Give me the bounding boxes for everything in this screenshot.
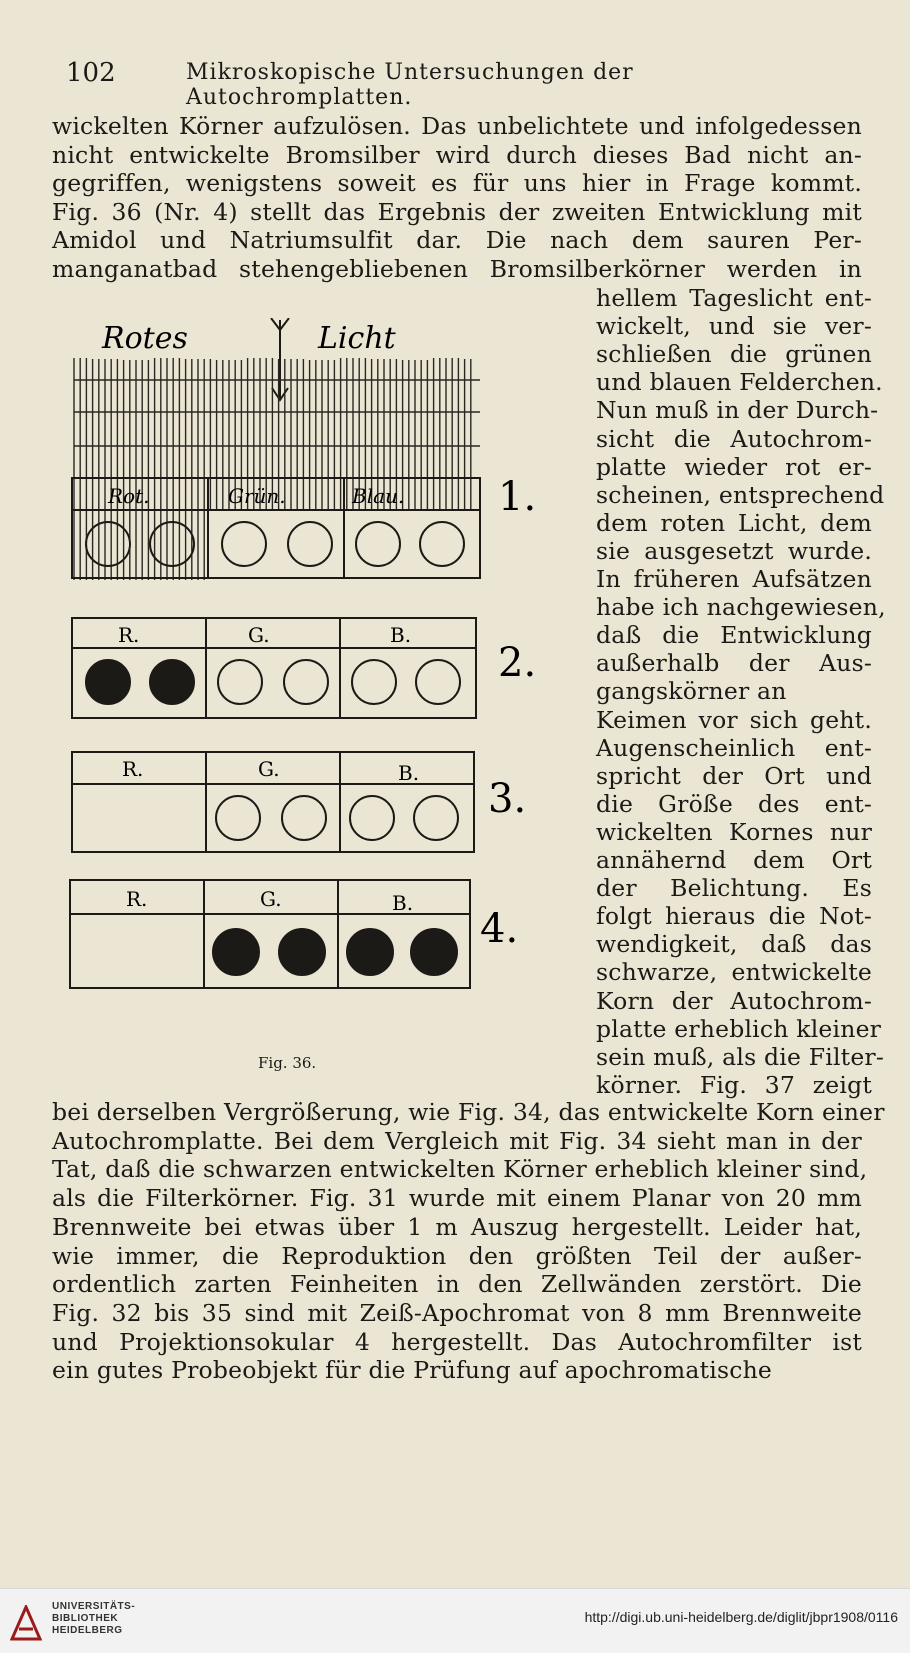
panel-number-3: 3. — [488, 776, 527, 822]
text-line: wickelten Körner aufzulösen. Das unbelichtete und infolgedessen — [52, 112, 862, 140]
text-line: wendigkeit, daß das — [596, 930, 872, 959]
text-line: Autochromplatte. Bei dem Vergleich mit Fig. 34 sieht man in der — [52, 1126, 862, 1155]
panel-number-1: 1. — [498, 474, 537, 520]
running-title: Mikroskopische Untersuchungen der Autochromplatten. — [186, 60, 634, 110]
panel-4-label-r: R. — [126, 887, 148, 911]
library-name: UNIVERSITÄTS- BIBLIOTHEK HEIDELBERG — [52, 1601, 136, 1636]
text-line: Brennweite bei etwas über 1 m Auszug hergestellt. Leider hat, — [52, 1212, 862, 1241]
text-line: platte wieder rot er- — [596, 452, 872, 481]
text-line: ein gutes Probeobjekt für die Prüfung auf apochromatische — [52, 1356, 773, 1385]
text-line: hellem Tageslicht ent- — [596, 284, 872, 312]
text-line: nicht entwickelte Bromsilber wird durch dieses Bad nicht an- — [52, 140, 862, 169]
text-line: Amidol und Natriumsulfit dar. Die nach dem sauren Per- — [52, 226, 862, 255]
text-line: daß die Entwicklung — [596, 621, 872, 650]
figure-label-rotes: Rotes — [102, 321, 188, 356]
text-line: sicht die Autochrom- — [596, 424, 872, 453]
text-line: Keimen vor sich geht. — [596, 705, 872, 734]
text-line: sie ausgesetzt wurde. — [596, 536, 872, 565]
text-line: schwarze, entwickelte — [596, 958, 872, 987]
text-line: gangskörner an — [596, 677, 787, 706]
figure-label-licht: Licht — [318, 321, 396, 356]
panel-4-label-g: G. — [260, 887, 282, 911]
page-number: 102 — [66, 58, 116, 88]
panel-1-label-blau: Blau. — [352, 484, 405, 508]
panel-4-label-b: B. — [392, 891, 414, 915]
panel-1-label-rot: Rot. — [108, 484, 150, 508]
text-line: platte erheblich kleiner — [596, 1014, 882, 1043]
text-line: manganatbad stehengebliebenen Bromsilberkörner werden in — [52, 255, 862, 283]
light-arrow — [271, 318, 289, 400]
text-line: als die Filterkörner. Fig. 31 wurde mit einem Planar von 20 mm — [52, 1184, 862, 1213]
text-line: außerhalb der Aus- — [596, 649, 872, 678]
text-line: scheinen, entsprechend — [596, 480, 885, 509]
text-line: folgt hieraus die Not- — [596, 902, 872, 931]
text-line: und blauen Felderchen. — [596, 368, 883, 397]
library-footer — [0, 1588, 910, 1653]
text-line: annähernd dem Ort — [596, 846, 872, 874]
library-logo-icon — [10, 1605, 42, 1643]
panel-number-4: 4. — [480, 906, 519, 952]
text-line: die Größe des ent- — [596, 789, 872, 818]
source-url[interactable]: http://digi.ub.uni-heidelberg.de/diglit/jbpr1908/0116 — [584, 1609, 898, 1625]
panel-2-label-b: B. — [390, 623, 412, 647]
text-line: Fig. 32 bis 35 sind mit Zeiß-Apochromat von 8 mm Brennweite — [52, 1298, 862, 1327]
text-line: Augenscheinlich ent- — [596, 733, 872, 762]
panel-3-label-b: B. — [398, 761, 420, 785]
text-line: körner. Fig. 37 zeigt — [596, 1070, 872, 1099]
text-line: Fig. 36 (Nr. 4) stellt das Ergebnis der zweiten Entwicklung mit — [52, 197, 862, 226]
text-line: Korn der Autochrom- — [596, 986, 872, 1015]
panel-number-2: 2. — [498, 640, 537, 686]
panel-1-label-gruen: Grün. — [228, 484, 286, 508]
panel-3-label-g: G. — [258, 757, 280, 781]
text-line: wickelten Kornes nur — [596, 817, 872, 846]
red-light-hatching — [74, 358, 480, 580]
figure-36 — [68, 318, 588, 1078]
text-line: wickelt, und sie ver- — [596, 312, 872, 341]
figure-caption: Fig. 36. — [258, 1054, 317, 1072]
text-line: habe ich nachgewiesen, — [596, 593, 886, 622]
panel-2-label-r: R. — [118, 623, 140, 647]
text-line: spricht der Ort und — [596, 761, 872, 790]
text-line: Nun muß in der Durch- — [596, 396, 879, 425]
text-line: Tat, daß die schwarzen entwickelten Körner erheblich kleiner sind, — [52, 1155, 868, 1184]
text-line: schließen die grünen — [596, 340, 872, 369]
panel-3-label-r: R. — [122, 757, 144, 781]
text-line: In früheren Aufsätzen — [596, 565, 872, 593]
text-line: ordentlich zarten Feinheiten in den Zellwänden zerstört. Die — [52, 1270, 862, 1299]
page-header — [58, 58, 850, 110]
panel-2-label-g: G. — [248, 623, 270, 647]
text-line: gegriffen, wenigstens soweit es für uns hier in Frage kommt. — [52, 169, 862, 198]
text-line: bei derselben Vergrößerung, wie Fig. 34, das entwickelte Korn einer — [52, 1098, 885, 1126]
text-line: dem roten Licht, dem — [596, 508, 872, 537]
text-line: der Belichtung. Es — [596, 874, 872, 903]
text-line: und Projektionsokular 4 hergestellt. Das Autochromfilter ist — [52, 1327, 862, 1356]
text-line: sein muß, als die Filter- — [596, 1042, 884, 1071]
text-line: wie immer, die Reproduktion den größten Teil der außer- — [52, 1241, 862, 1270]
